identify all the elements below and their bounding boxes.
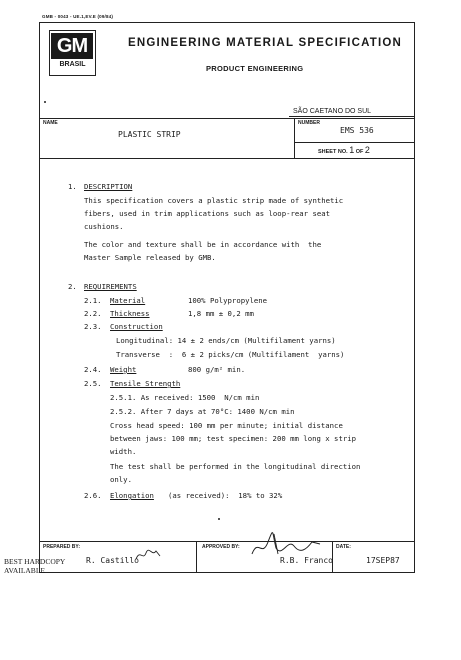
req-2-5-1: 2.5.1. As received: 1500 N/cm min xyxy=(110,393,260,402)
req-2-6-number: 2.6. xyxy=(84,491,102,500)
number-label: NUMBER xyxy=(298,120,320,126)
doc-number: EMS 536 xyxy=(340,126,374,135)
section-2-number: 2. xyxy=(68,282,77,291)
page-subtitle: PRODUCT ENGINEERING xyxy=(206,64,304,73)
page-title: ENGINEERING MATERIAL SPECIFICATION xyxy=(128,37,403,49)
req-2-5-line-3: width. xyxy=(110,447,137,456)
speck-mark xyxy=(218,518,220,520)
req-2-5-title: Tensile Strength xyxy=(110,379,181,388)
sheet-label: SHEET NO. xyxy=(318,149,348,155)
req-2-5-2: 2.5.2. After 7 days at 70°C: 1400 N/cm min xyxy=(110,407,295,416)
sheet-number xyxy=(318,145,370,155)
s1-line-4: The color and texture shall be in accordance with the xyxy=(84,240,322,249)
sheet-rule xyxy=(294,142,414,143)
city-label: SÃO CAETANO DO SUL xyxy=(293,108,372,115)
section-1-title: DESCRIPTION xyxy=(84,182,133,191)
date-label: DATE: xyxy=(336,544,351,550)
req-2-3-line-1: Longitudinal: 14 ± 2 ends/cm (Multifilament yarns) xyxy=(116,336,336,345)
s1-line-3: cushions. xyxy=(84,222,124,231)
req-2-3-title: Construction xyxy=(110,322,163,331)
footer-divider-1 xyxy=(196,541,197,572)
gm-logo: GM xyxy=(51,33,93,59)
req-2-4-value: 800 g/m² min. xyxy=(188,365,246,374)
number-divider xyxy=(294,118,295,158)
approved-value: R.B. Franco xyxy=(280,556,333,565)
req-2-3-line-2: Transverse : 6 ± 2 picks/cm (Multifilament yarns) xyxy=(116,350,345,359)
section-2-title: REQUIREMENTS xyxy=(84,282,137,291)
sheet-of: OF xyxy=(355,149,364,155)
req-2-4-title: Weight xyxy=(110,365,137,374)
req-2-2-title: Thickness xyxy=(110,309,150,318)
req-2-2-value: 1,8 mm ± 0,2 mm xyxy=(188,309,254,318)
header-rule xyxy=(40,118,414,119)
req-2-5-number: 2.5. xyxy=(84,379,102,388)
speck-mark xyxy=(44,101,46,103)
name-label: NAME xyxy=(43,120,58,126)
stamp-line-1: BEST HARDCOPY xyxy=(4,557,66,566)
footer-rule xyxy=(40,541,414,542)
req-2-1-number: 2.1. xyxy=(84,296,102,305)
s1-line-1: This specification covers a plastic strip made of synthetic xyxy=(84,196,344,205)
section-1-number: 1. xyxy=(68,182,77,191)
date-value: 17SEP87 xyxy=(366,556,400,565)
req-2-6-title: Elongation xyxy=(110,491,154,500)
approved-label: APPROVED BY: xyxy=(202,544,240,550)
form-code: GMB - 0043 - UE.1,EV.E (09/84) xyxy=(42,14,114,19)
req-2-5-line-2: between jaws: 100 mm; test specimen: 200 mm long x strip xyxy=(110,434,357,443)
city-rule xyxy=(289,116,414,117)
req-2-3-number: 2.3. xyxy=(84,322,102,331)
sheet-total: 2 xyxy=(364,145,370,155)
req-2-1-value: 100% Polypropylene xyxy=(188,296,268,305)
req-2-1-title: Material xyxy=(110,296,146,305)
req-2-5-line-4: The test shall be performed in the longitudinal direction xyxy=(110,462,361,471)
sheet-no: 1 xyxy=(349,145,355,155)
prepared-label: PREPARED BY: xyxy=(43,544,81,550)
req-2-5-line-1: Cross head speed: 100 mm per minute; initial distance xyxy=(110,421,343,430)
req-2-2-number: 2.2. xyxy=(84,309,102,318)
hardcopy-stamp xyxy=(4,557,65,575)
req-2-6-value: (as received): 18% to 32% xyxy=(168,491,283,500)
gm-logo-brasil: BRASIL xyxy=(59,61,86,68)
stamp-line-2: AVAILABLE xyxy=(4,566,45,575)
doc-name: PLASTIC STRIP xyxy=(118,130,181,139)
req-2-4-number: 2.4. xyxy=(84,365,102,374)
meta-rule xyxy=(40,158,414,159)
s1-line-2: fibers, used in trim applications such as loop-rear seat xyxy=(84,209,331,218)
req-2-5-line-5: only. xyxy=(110,475,132,484)
prepared-value: R. Castillo xyxy=(86,556,139,565)
s1-line-5: Master Sample released by GMB. xyxy=(84,253,216,262)
